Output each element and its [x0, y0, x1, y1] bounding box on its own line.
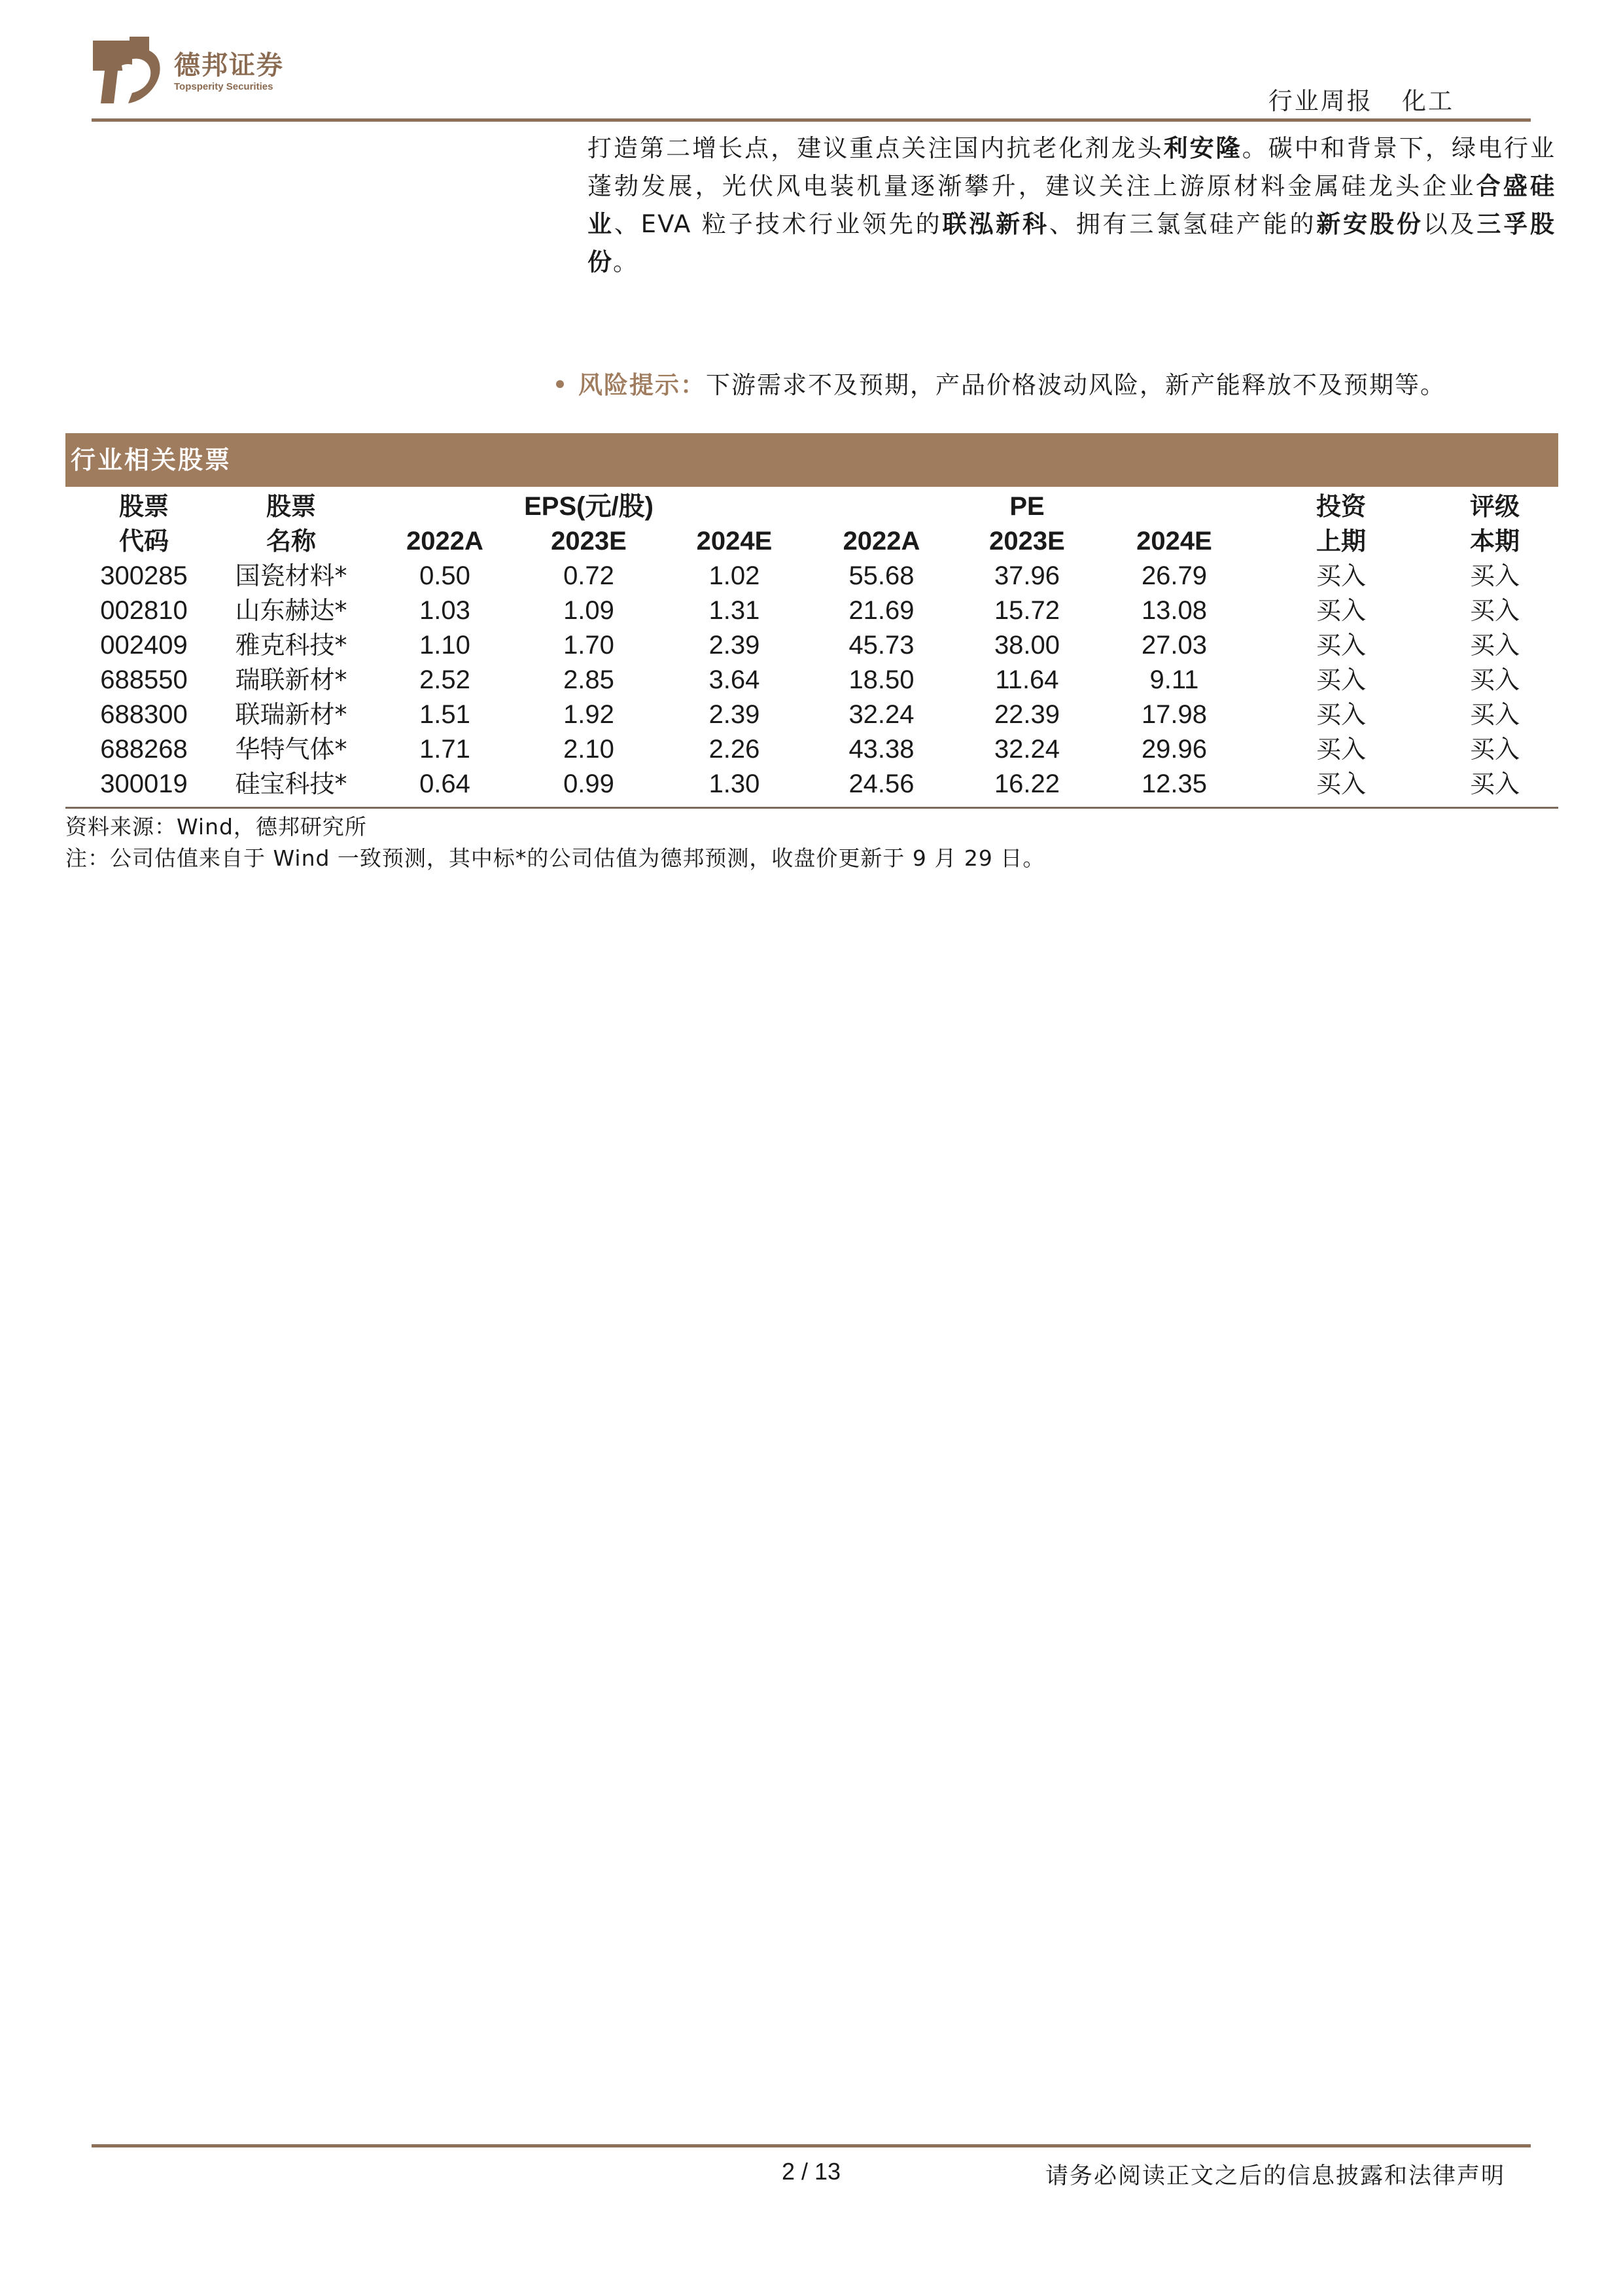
table-row: [65, 628, 1558, 663]
pe-2024e: 27.03: [1141, 631, 1208, 660]
report-type: 行业周报: [1268, 87, 1373, 115]
stock-name: 山东赫达*: [235, 596, 347, 625]
stock-name: 国瓷材料*: [235, 561, 347, 590]
stock-name: 联瑞新材*: [235, 700, 347, 729]
pe-2022a: 21.69: [848, 596, 915, 625]
prev-rating: 买入: [1316, 700, 1366, 729]
page-number: 2 / 13: [781, 2158, 841, 2185]
prev-rating: 买入: [1316, 631, 1366, 660]
table-row: [65, 663, 1558, 698]
prev-rating: 买入: [1316, 596, 1366, 625]
stock-code: 688550: [100, 665, 188, 694]
cur-rating: 买入: [1469, 769, 1520, 798]
highlighted-company: 利安隆: [1163, 134, 1242, 162]
stock-code: 300285: [100, 561, 188, 590]
eps-2023e: 2.10: [563, 735, 614, 764]
pe-2022a: 55.68: [848, 561, 915, 590]
table-note: 注：公司估值来自于 Wind 一致预测，其中标*的公司估值为德邦预测，收盘价更新于 9 月 29 日。: [65, 845, 1045, 871]
stock-code: 002409: [100, 631, 188, 660]
prev-rating: 买入: [1316, 561, 1366, 590]
header-cur-rating-2: 本期: [1469, 527, 1520, 556]
pe-2024e: 13.08: [1141, 596, 1208, 625]
stock-code: 002810: [100, 596, 188, 625]
header-name-2: 名称: [266, 527, 316, 556]
eps-2024e: 2.26: [708, 735, 760, 764]
risk-warning: [556, 368, 1557, 403]
cur-rating: 买入: [1469, 665, 1520, 694]
paragraph-text: 。: [613, 248, 638, 276]
table-row: [65, 559, 1558, 593]
eps-2024e: 3.64: [708, 665, 760, 694]
eps-2024e: 1.30: [708, 769, 760, 798]
pe-2024e: 9.11: [1149, 665, 1199, 694]
investment-advice-paragraph: [587, 130, 1556, 281]
eps-2022a: 1.10: [419, 631, 470, 660]
pe-2024e: 17.98: [1141, 700, 1208, 729]
prev-rating: 买入: [1316, 665, 1366, 694]
header-code-1: 股票: [118, 492, 169, 521]
header-code-2: 代码: [118, 527, 169, 556]
footer-divider: [92, 2144, 1531, 2147]
header-prev-rating-1: 投资: [1316, 492, 1366, 521]
cur-rating: 买入: [1469, 631, 1520, 660]
header-pe-2022a: 2022A: [843, 527, 920, 556]
eps-2024e: 1.02: [708, 561, 760, 590]
eps-2023e: 2.85: [563, 665, 614, 694]
header-name-1: 股票: [266, 492, 316, 521]
dragon-logo-icon: [92, 35, 169, 107]
pe-2023e: 32.24: [994, 735, 1060, 764]
table-row: [65, 593, 1558, 628]
company-logo: [92, 35, 314, 107]
report-header: [1268, 81, 1454, 116]
eps-2022a: 1.03: [419, 596, 470, 625]
header-eps-2022a: 2022A: [406, 527, 483, 556]
eps-2024e: 1.31: [708, 596, 760, 625]
table-header-row-1: [65, 489, 1558, 524]
eps-2022a: 1.71: [419, 735, 470, 764]
cur-rating: 买入: [1469, 596, 1520, 625]
prev-rating: 买入: [1316, 735, 1366, 764]
prev-rating: 买入: [1316, 769, 1366, 798]
header-eps-2023e: 2023E: [551, 527, 627, 556]
data-source: 资料来源：Wind，德邦研究所: [65, 814, 367, 839]
table-row: [65, 732, 1558, 767]
eps-2022a: 1.51: [419, 700, 470, 729]
stock-name: 硅宝科技*: [235, 769, 347, 798]
table-header-row-2: [65, 524, 1558, 559]
eps-2022a: 0.50: [419, 561, 470, 590]
pe-2023e: 37.96: [994, 561, 1060, 590]
paragraph-text: 、EVA 粒子技术行业领先的: [614, 210, 943, 238]
table-bottom-rule: [65, 807, 1558, 809]
eps-2024e: 2.39: [708, 631, 760, 660]
eps-2023e: 0.99: [563, 769, 614, 798]
pe-2023e: 15.72: [994, 596, 1060, 625]
industry-name: 化工: [1402, 87, 1454, 115]
risk-label: 风险提示：: [578, 371, 706, 399]
pe-2024e: 12.35: [1141, 769, 1208, 798]
cur-rating: 买入: [1469, 735, 1520, 764]
header-pe-2023e: 2023E: [989, 527, 1065, 556]
eps-2024e: 2.39: [708, 700, 760, 729]
highlighted-company: 联泓新科: [942, 210, 1049, 238]
header-eps: EPS(元/股): [524, 492, 654, 521]
eps-2022a: 0.64: [419, 769, 470, 798]
header-cur-rating-1: 评级: [1469, 492, 1520, 521]
paragraph-text: 以及: [1423, 210, 1477, 238]
eps-2023e: 1.70: [563, 631, 614, 660]
stock-table: [65, 489, 1558, 802]
pe-2022a: 24.56: [848, 769, 915, 798]
logo-chinese-name: 德邦证券: [174, 50, 284, 80]
highlighted-company: 新安股份: [1316, 210, 1423, 238]
risk-text: 下游需求不及预期，产品价格波动风险，新产能释放不及预期等。: [706, 371, 1446, 399]
logo-english-name: Topsperity Securities: [174, 81, 273, 92]
eps-2023e: 1.09: [563, 596, 614, 625]
table-body: [65, 559, 1558, 802]
bullet-icon: [556, 380, 564, 388]
table-row: [65, 767, 1558, 802]
stock-code: 688300: [100, 700, 188, 729]
pe-2023e: 22.39: [994, 700, 1060, 729]
eps-2023e: 0.72: [563, 561, 614, 590]
pe-2023e: 38.00: [994, 631, 1060, 660]
cur-rating: 买入: [1469, 700, 1520, 729]
paragraph-text: 、拥有三氯氢硅产能的: [1049, 210, 1317, 238]
pe-2023e: 16.22: [994, 769, 1060, 798]
header-pe-2024e: 2024E: [1136, 527, 1212, 556]
paragraph-text: 。碳中和背景下，绿电行业蓬勃发展，光伏风电装机量逐渐攀升，建议关注上游原材料金属硅龙头企业: [587, 134, 1556, 200]
table-title: 行业相关股票: [65, 433, 1558, 487]
pe-2023e: 11.64: [995, 665, 1059, 694]
eps-2022a: 2.52: [419, 665, 470, 694]
table-row: [65, 698, 1558, 732]
pe-2022a: 45.73: [848, 631, 915, 660]
highlighted-company: 合盛硅业: [587, 172, 1556, 238]
pe-2022a: 18.50: [848, 665, 915, 694]
highlighted-company: 三孚股份: [587, 210, 1556, 276]
pe-2024e: 29.96: [1141, 735, 1208, 764]
eps-2023e: 1.92: [563, 700, 614, 729]
stock-name: 瑞联新材*: [235, 665, 347, 694]
header-eps-2024e: 2024E: [696, 527, 773, 556]
cur-rating: 买入: [1469, 561, 1520, 590]
pe-2024e: 26.79: [1141, 561, 1208, 590]
header-prev-rating-2: 上期: [1316, 527, 1366, 556]
header-divider: [92, 118, 1531, 122]
paragraph-text: 打造第二增长点，建议重点关注国内抗老化剂龙头: [587, 134, 1164, 162]
header-pe: PE: [1009, 492, 1045, 521]
stock-code: 688268: [100, 735, 188, 764]
stock-name: 华特气体*: [235, 735, 347, 764]
stock-name: 雅克科技*: [235, 631, 347, 660]
legal-disclaimer: 请务必阅读正文之后的信息披露和法律声明: [1045, 2163, 1505, 2189]
pe-2022a: 43.38: [848, 735, 915, 764]
pe-2022a: 32.24: [848, 700, 915, 729]
stock-code: 300019: [100, 769, 188, 798]
